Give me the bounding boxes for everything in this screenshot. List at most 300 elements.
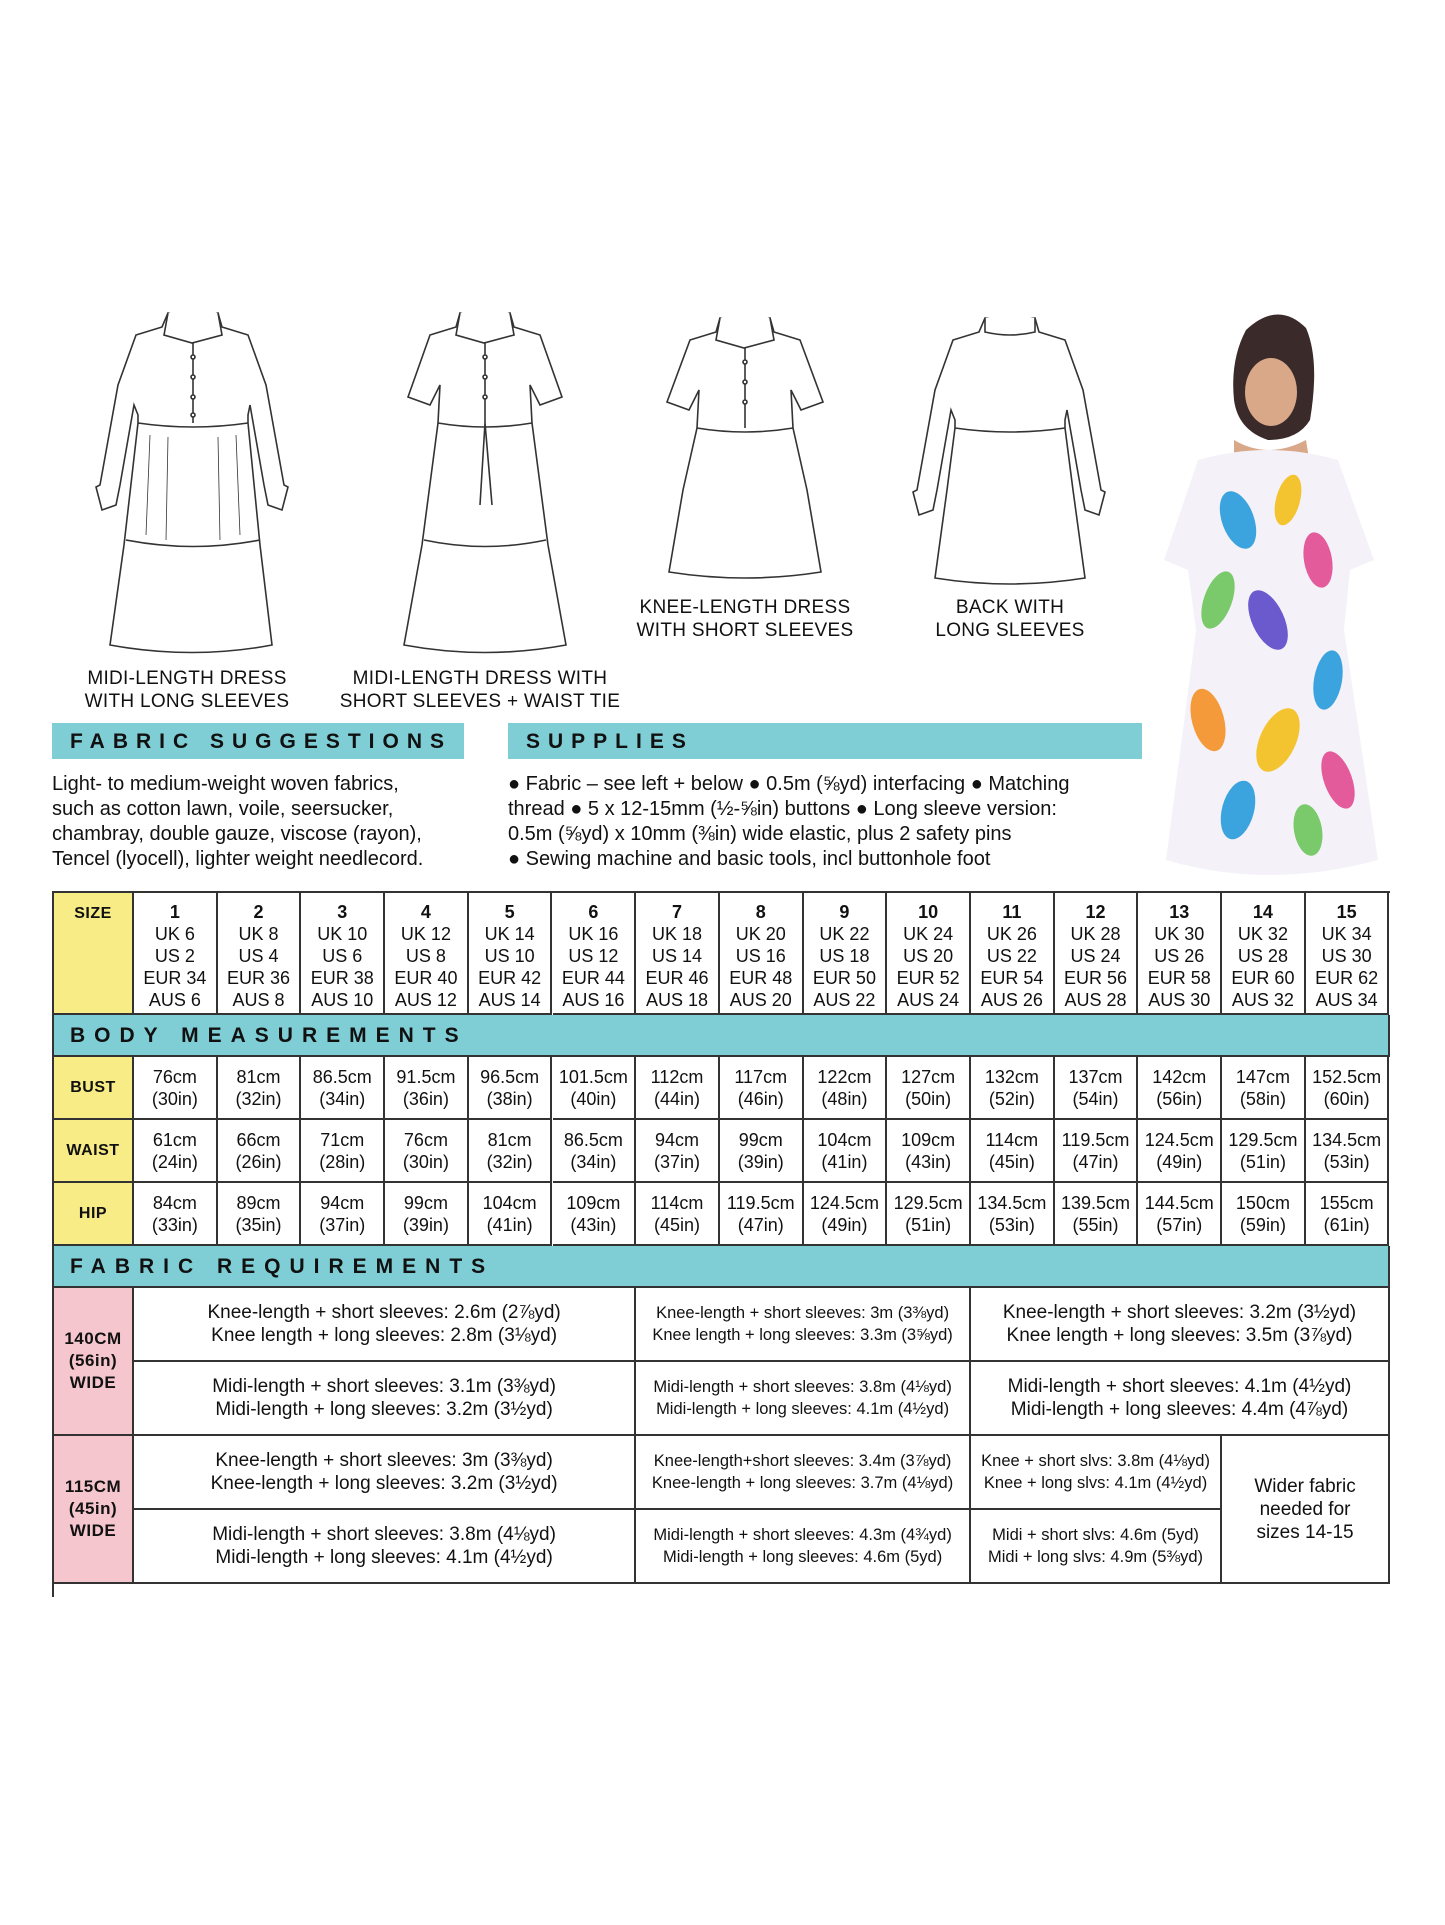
measurement-cm: 119.5cm [1061,1129,1130,1150]
measurement-cm: 124.5cm [1144,1129,1214,1150]
measurement-in: (46in) [737,1088,784,1109]
size-number: 11 [1002,902,1022,922]
size-column [218,893,302,1015]
measurement-cell [720,1183,804,1246]
size-aus: AUS 28 [1064,990,1127,1010]
measurement-cell [804,1057,888,1120]
caption-line: WITH LONG SLEEVES [84,691,290,712]
measurement-cm: 147cm [1235,1066,1290,1087]
size-number: 4 [420,902,431,922]
requirement-line: Knee length + long sleeves: 3.3m (3⅝yd) [652,1326,953,1344]
measurement-cell [1222,1057,1306,1120]
body-measurements-heading: BODY MEASUREMENTS [70,1024,468,1047]
requirement-line: Midi-length + long sleeves: 4.1m (4½yd) [656,1400,950,1418]
requirement-line: Knee length + long sleeves: 3.5m (3⅞yd) [1006,1325,1353,1346]
measurement-cm: 124.5cm [809,1192,879,1213]
size-us: US 20 [903,946,954,966]
size-aus: AUS 14 [478,990,541,1010]
fabric-width-suffix: WIDE [69,1373,117,1392]
measurement-in: (47in) [737,1214,784,1235]
measurement-in: (33in) [151,1214,198,1235]
measurement-in: (28in) [319,1151,366,1172]
caption-line: BACK WITH [955,597,1065,618]
size-eur: EUR 38 [310,968,374,988]
measurement-cm: 109cm [901,1129,956,1150]
measurement-cm: 104cm [817,1129,872,1150]
size-eur: EUR 62 [1315,968,1379,988]
size-column [804,893,888,1015]
size-number: 5 [504,902,515,922]
measurement-cm: 127cm [901,1066,956,1087]
measurement-cell [636,1183,720,1246]
measurement-cm: 142cm [1152,1066,1207,1087]
measurement-cm: 66cm [236,1129,281,1150]
caption-line: LONG SLEEVES [935,620,1085,641]
size-column [469,893,553,1015]
size-aus: AUS 12 [394,990,457,1010]
measurement-in: (35in) [235,1214,282,1235]
size-uk: UK 30 [1154,924,1205,944]
fabric-requirement-cell [971,1288,1390,1362]
size-uk: UK 14 [484,924,535,944]
size-eur: EUR 40 [394,968,458,988]
fabric-width-in: (56in) [68,1351,118,1370]
size-uk: UK 12 [400,924,451,944]
size-eur: EUR 60 [1231,968,1295,988]
size-uk: UK 8 [238,924,279,944]
fabric-width-label-cell [54,1436,134,1584]
fabric-suggestions-text [52,772,472,872]
measurement-cm: 71cm [320,1129,365,1150]
measurement-cell [301,1183,385,1246]
measurement-cm: 81cm [487,1129,532,1150]
fabric-requirement-cell [971,1510,1222,1584]
size-aus: AUS 8 [232,990,285,1010]
size-label-cell [54,893,134,1015]
size-eur: EUR 52 [896,968,960,988]
size-column [636,893,720,1015]
requirement-line: Knee-length+short sleeves: 3.4m (3⅞yd) [653,1452,952,1470]
measurement-cell [887,1120,971,1183]
measurement-cell [134,1120,218,1183]
size-eur: EUR 36 [227,968,291,988]
size-column [301,893,385,1015]
requirement-line: Midi-length + long sleeves: 4.6m (5yd) [662,1548,943,1566]
supplies-heading-bar [508,723,1142,759]
measurement-in: (60in) [1323,1088,1370,1109]
measurement-cm: 112cm [650,1066,704,1087]
measurement-cell [301,1120,385,1183]
requirement-line: Midi-length + short sleeves: 3.8m (4⅛yd) [212,1524,556,1545]
supplies-text [508,772,1148,872]
fabric-requirement-cell [971,1362,1390,1436]
size-column [887,893,971,1015]
measurement-in: (40in) [570,1088,617,1109]
size-uk: UK 32 [1237,924,1288,944]
size-aus: AUS 20 [729,990,792,1010]
requirement-line: Midi-length + short sleeves: 3.8m (4⅛yd) [653,1378,952,1396]
measurement-in: (54in) [1072,1088,1119,1109]
measurement-cm: 139.5cm [1061,1192,1131,1213]
size-us: US 26 [1154,946,1205,966]
fabric-requirement-cell [636,1436,971,1510]
measurement-cell [385,1120,469,1183]
measurement-in: (50in) [905,1088,952,1109]
measurement-in: (24in) [151,1151,198,1172]
measurement-cm: 86.5cm [563,1129,623,1150]
measurement-cm: 119.5cm [726,1192,795,1213]
size-eur: EUR 46 [645,968,709,988]
sketch-midi-short-sleeves-tie [400,305,570,660]
measurement-in: (57in) [1156,1214,1203,1235]
measurement-in: (49in) [1156,1151,1203,1172]
size-us: US 6 [322,946,363,966]
fabric-requirement-cell [134,1362,636,1436]
measurement-cell [887,1183,971,1246]
text-line: ● Sewing machine and basic tools, incl buttonhole foot [508,848,991,870]
measurement-cell [553,1057,637,1120]
size-uk: UK 28 [1070,924,1121,944]
measurement-cm: 129.5cm [1228,1129,1298,1150]
fabric-requirement-cell [636,1288,971,1362]
fabric-requirement-cell [134,1288,636,1362]
size-us: US 12 [568,946,619,966]
size-number: 12 [1085,902,1106,922]
size-column [385,893,469,1015]
measurement-cm: 94cm [655,1129,700,1150]
measurement-cell [1222,1120,1306,1183]
size-aus: AUS 10 [311,990,374,1010]
measurement-cell [887,1057,971,1120]
measurement-cm: 114cm [985,1129,1039,1150]
text-line: 0.5m (⅝yd) x 10mm (⅜in) wide elastic, plus 2 safety pins [508,823,1012,845]
measurement-cm: 96.5cm [480,1066,540,1087]
measurement-in: (45in) [654,1214,701,1235]
size-us: US 2 [154,946,195,966]
measurement-in: (32in) [486,1151,533,1172]
note-line: sizes 14-15 [1256,1521,1354,1543]
measurement-in: (43in) [905,1151,952,1172]
measurement-cell [469,1120,553,1183]
measurement-cell [971,1057,1055,1120]
measurement-in: (39in) [402,1214,449,1235]
measurement-cell [1055,1183,1139,1246]
measurement-in: (41in) [821,1151,868,1172]
measurement-in: (30in) [151,1088,198,1109]
size-eur: EUR 42 [478,968,542,988]
requirement-line: Knee-length + short sleeves: 3.2m (3½yd) [1002,1302,1357,1323]
fabric-requirements-heading-bar [54,1246,1390,1288]
requirement-line: Knee + short slvs: 3.8m (4⅛yd) [981,1452,1210,1470]
measurement-in: (32in) [235,1088,282,1109]
measurement-in: (38in) [486,1088,533,1109]
measurement-in: (49in) [821,1214,868,1235]
measurement-cell [1055,1057,1139,1120]
measurement-in: (30in) [402,1151,449,1172]
body-measurements-heading-bar [54,1015,1390,1057]
measurement-cell [720,1120,804,1183]
measurement-in: (37in) [654,1151,701,1172]
size-uk: UK 10 [317,924,368,944]
measurement-cm: 86.5cm [312,1066,372,1087]
size-us: US 14 [652,946,703,966]
measurement-cell [553,1120,637,1183]
measurement-in: (47in) [1072,1151,1119,1172]
measurement-in: (59in) [1239,1214,1286,1235]
measurement-in: (36in) [402,1088,449,1109]
measurement-cm: 76cm [152,1066,197,1087]
measurement-cell [1138,1120,1222,1183]
measurement-cm: 129.5cm [893,1192,963,1213]
size-us: US 8 [405,946,446,966]
measurement-in: (55in) [1072,1214,1119,1235]
measurement-cm: 117cm [734,1066,788,1087]
size-uk: UK 26 [986,924,1037,944]
measurement-cell [553,1183,637,1246]
size-column [1055,893,1139,1015]
measurement-cm: 144.5cm [1144,1192,1214,1213]
measurement-cell [804,1120,888,1183]
requirement-line: Knee + long slvs: 4.1m (4½yd) [983,1474,1208,1492]
measurement-in: (58in) [1239,1088,1286,1109]
caption-line: WITH SHORT SLEEVES [636,620,854,641]
note-line: needed for [1259,1498,1351,1520]
size-eur: EUR 48 [729,968,793,988]
measurement-cm: 101.5cm [558,1066,628,1087]
measurement-cm: 152.5cm [1312,1066,1382,1087]
measurement-in: (53in) [988,1214,1035,1235]
size-eur: EUR 44 [561,968,625,988]
size-column [971,893,1055,1015]
size-number: 14 [1252,902,1273,922]
measurement-cell [1306,1057,1390,1120]
note-line: Wider fabric [1254,1475,1356,1497]
fabric-width-suffix: WIDE [69,1521,117,1540]
measurement-cell [385,1057,469,1120]
measurement-label: WAIST [66,1141,120,1159]
sketch-back-long-sleeves [905,310,1115,585]
size-eur: EUR 34 [143,968,207,988]
size-uk: UK 6 [154,924,195,944]
measurement-label: HIP [78,1204,108,1222]
measurement-in: (51in) [905,1214,952,1235]
measurement-cm: 81cm [236,1066,281,1087]
measurement-cell [720,1057,804,1120]
requirement-line: Midi-length + short sleeves: 4.1m (4½yd) [1007,1376,1352,1397]
measurement-in: (37in) [319,1214,366,1235]
requirement-line: Knee-length + short sleeves: 3m (3⅜yd) [215,1450,553,1471]
model-photo [1138,300,1398,890]
size-number: 6 [588,902,599,922]
size-uk: UK 34 [1321,924,1372,944]
measurement-cell [971,1120,1055,1183]
requirement-line: Midi-length + long sleeves: 4.1m (4½yd) [215,1547,553,1568]
size-column [553,893,637,1015]
measurement-label-cell [54,1183,134,1246]
measurement-cm: 109cm [566,1192,621,1213]
fabric-width-in: (45in) [68,1499,118,1518]
measurement-cell [218,1057,302,1120]
size-us: US 18 [819,946,870,966]
fabric-width: 140CM [64,1329,122,1348]
size-uk: UK 16 [568,924,619,944]
size-number: 8 [755,902,766,922]
size-number: 13 [1169,902,1190,922]
measurement-in: (39in) [737,1151,784,1172]
fabric-suggestions-heading-bar [52,723,464,759]
measurement-cm: 104cm [482,1192,537,1213]
measurement-in: (53in) [1323,1151,1370,1172]
fabric-suggestions-heading: FABRIC SUGGESTIONS [70,730,453,753]
size-number: 9 [839,902,850,922]
size-aus: AUS 22 [813,990,876,1010]
measurement-in: (44in) [654,1088,701,1109]
size-aus: AUS 6 [148,990,201,1010]
measurement-in: (45in) [988,1151,1035,1172]
measurement-label-cell [54,1057,134,1120]
size-number: 2 [253,902,264,922]
size-eur: EUR 54 [980,968,1044,988]
measurement-in: (34in) [570,1151,617,1172]
caption-line: SHORT SLEEVES + WAIST TIE [339,691,621,712]
requirement-line: Knee length + long sleeves: 2.8m (3⅛yd) [211,1325,558,1346]
fabric-requirement-cell [134,1436,636,1510]
measurement-in: (56in) [1156,1088,1203,1109]
measurement-cm: 84cm [152,1192,197,1213]
measurement-cell [1306,1120,1390,1183]
measurement-cm: 134.5cm [1312,1129,1382,1150]
measurement-cell [218,1120,302,1183]
measurement-label: BUST [70,1078,116,1096]
requirement-line: Knee-length + long sleeves: 3.7m (4⅛yd) [651,1474,954,1492]
size-aus: AUS 16 [562,990,625,1010]
requirement-line: Midi-length + long sleeves: 3.2m (3½yd) [215,1399,553,1420]
measurement-in: (48in) [821,1088,868,1109]
measurement-cell [469,1183,553,1246]
text-line: such as cotton lawn, voile, seersucker, [52,798,394,820]
measurement-in: (26in) [235,1151,282,1172]
size-uk: UK 18 [652,924,703,944]
measurement-cell [134,1183,218,1246]
fabric-requirement-cell [636,1362,971,1436]
measurement-cell [1222,1183,1306,1246]
caption-midi-long [62,667,312,713]
text-line: Tencel (lyocell), lighter weight needlecord. [52,848,424,870]
text-line: chambray, double gauze, viscose (rayon), [52,823,422,845]
measurement-cm: 76cm [403,1129,448,1150]
measurement-cell [1306,1183,1390,1246]
measurement-cm: 137cm [1068,1066,1123,1087]
measurement-cell [1138,1183,1222,1246]
measurement-cell [218,1183,302,1246]
size-us: US 4 [238,946,279,966]
fabric-requirement-cell [134,1510,636,1584]
size-us: US 24 [1070,946,1121,966]
size-column [1138,893,1222,1015]
size-chart-table [52,891,1390,1597]
size-us: US 16 [735,946,786,966]
fabric-requirement-cell [636,1510,971,1584]
size-number: 1 [169,902,180,922]
size-aus: AUS 30 [1148,990,1211,1010]
measurement-cm: 122cm [817,1066,872,1087]
size-aus: AUS 18 [646,990,709,1010]
measurement-in: (41in) [486,1214,533,1235]
size-column [1222,893,1306,1015]
size-column [1306,893,1390,1015]
measurement-cm: 61cm [152,1129,197,1150]
size-us: US 22 [986,946,1037,966]
caption-line: MIDI-LENGTH DRESS WITH [352,668,608,689]
size-column [134,893,218,1015]
size-uk: UK 20 [735,924,786,944]
requirement-line: Midi + short slvs: 4.6m (5yd) [992,1526,1199,1544]
measurement-cell [636,1120,720,1183]
caption-line: KNEE-LENGTH DRESS [639,597,851,618]
measurement-in: (52in) [988,1088,1035,1109]
size-us: US 30 [1321,946,1372,966]
measurement-cm: 94cm [320,1192,365,1213]
fabric-requirements-heading: FABRIC REQUIREMENTS [70,1255,495,1278]
measurement-cell [134,1057,218,1120]
requirement-line: Midi-length + long sleeves: 4.4m (4⅞yd) [1010,1399,1349,1420]
requirement-line: Midi-length + short sleeves: 3.1m (3⅜yd) [212,1376,556,1397]
measurement-label-cell [54,1120,134,1183]
measurement-cm: 114cm [650,1192,704,1213]
measurement-cell [385,1183,469,1246]
supplies-heading: SUPPLIES [526,730,694,753]
size-number: 7 [672,902,683,922]
text-line: thread ● 5 x 12-15mm (½-⅝in) buttons ● Long sleeve version: [508,798,1057,820]
sketch-knee-short-sleeves [655,310,835,580]
size-eur: EUR 50 [812,968,876,988]
caption-back-long [895,596,1125,642]
caption-knee-short [610,596,880,642]
measurement-in: (34in) [319,1088,366,1109]
size-number: 10 [918,902,939,922]
measurement-cell [636,1057,720,1120]
requirement-line: Knee-length + short sleeves: 3m (3⅜yd) [656,1304,950,1322]
size-aus: AUS 26 [980,990,1043,1010]
measurement-cm: 99cm [403,1192,448,1213]
size-us: US 28 [1237,946,1288,966]
size-uk: UK 24 [903,924,954,944]
wider-fabric-note [1222,1436,1390,1584]
measurement-in: (51in) [1239,1151,1286,1172]
measurement-cell [1055,1120,1139,1183]
measurement-cm: 132cm [984,1066,1039,1087]
size-eur: EUR 58 [1147,968,1211,988]
measurement-cm: 155cm [1319,1192,1374,1213]
size-eur: EUR 56 [1064,968,1128,988]
measurement-cell [1138,1057,1222,1120]
size-column [720,893,804,1015]
size-number: 15 [1336,902,1357,922]
measurement-cm: 134.5cm [977,1192,1047,1213]
size-uk: UK 22 [819,924,870,944]
measurement-cell [469,1057,553,1120]
text-line: ● Fabric – see left + below ● 0.5m (⅝yd) interfacing ● Matching [508,773,1070,795]
measurement-in: (61in) [1323,1214,1370,1235]
measurement-cell [971,1183,1055,1246]
sketch-midi-long-sleeves [88,305,298,660]
caption-midi-short-tie [330,667,630,713]
measurement-cell [301,1057,385,1120]
fabric-requirement-cell [971,1436,1222,1510]
fabric-width: 115CM [64,1477,122,1496]
requirement-line: Knee-length + long sleeves: 3.2m (3½yd) [210,1473,558,1494]
text-line: Light- to medium-weight woven fabrics, [52,773,399,795]
